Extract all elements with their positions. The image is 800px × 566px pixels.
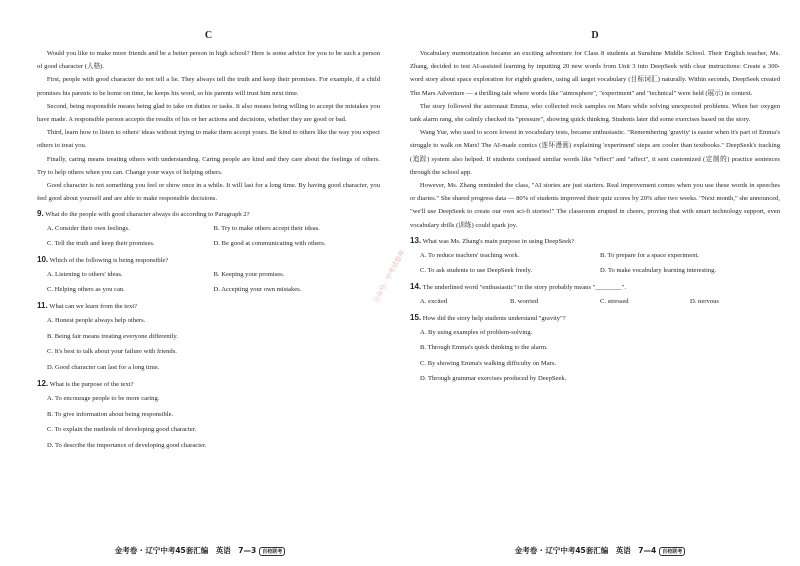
question-14 [410,280,780,309]
paragraph: Wang Yue, who used to score lowest in vocabulary tests, became enthusiastic. "Remembering 'gravity' is easier when it's part of Emma's struggle to walk on Mars! The AI-made comics (连环漫画) explaining 'experiment' steps are cooler than textbooks." DeepSeek's tracking (追踪) system also helped. If students confused similar words like "effect" and "affect", it sent customized (定制的) practice sentences through the school app. [410,129,780,176]
seal-icon: 百校联考 [659,547,685,556]
question-stem: Which of the following is being responsible? [49,257,169,265]
paragraph: Vocabulary memorization became an exciting adventure for Class 8 students at Sunshine Middle School. Their English teacher, Ms. Zhang, decided to test AI-assisted learning by inputting 20 new words from Unit 3 into DeepSeek with clear instructions: Create a 300-word story about space exploration for eighth graders, using all target vocabulary (目标词汇) naturally. Within seconds, DeepSeek created The Mars Adventure — a thrilling tale where words like "atmosphere", "experiment" and "technical" were held (展示) in context. [410,50,780,97]
option-c[interactable]: C. To explain the methods of developing good character. [47,426,197,434]
option-b[interactable]: B. Keeping your promises. [213,271,285,279]
right-page [400,0,800,566]
question-11 [37,299,380,375]
question-number: 10. [37,255,49,265]
option-b[interactable]: B. To prepare for a space experiment. [600,251,700,259]
option-d[interactable]: D. Through grammar exercises produced by DeepSeek. [420,375,567,383]
passage-c [37,47,380,205]
option-a[interactable]: A. By using examples of problem-solving. [420,328,533,336]
option-a[interactable]: A. excited [420,297,448,305]
option-d[interactable]: D. Accepting your own mistakes. [213,286,302,294]
option-c[interactable]: C. To ask students to use DeepSeek freely. [420,266,532,274]
option-d[interactable]: D. nervous [690,297,719,305]
option-b[interactable]: B. To give information about being responsible. [47,410,174,418]
option-b[interactable]: B. Try to make others accept their ideas. [213,225,320,233]
question-stem: What is the purpose of the text? [49,381,134,389]
option-a[interactable]: A. Consider their own feelings. [47,225,130,233]
paragraph: Would you like to make more friends and be a better person in high school? Here is some advice for you to be such a person of good character (人格). [37,50,380,71]
option-c[interactable]: C. Helping others as you can. [47,286,125,294]
paragraph: However, Ms. Zhang reminded the class, "AI stories are just starters. Real improvement comes when you use these words in speeches or diaries." She shared progress data — 80% of students improved their quiz scores by 20% after two weeks. "Next month," she announced, "we'll use DeepSeek to create our own sci-fi stories!" The classroom erupted in cheers, proving that with smart technology support, even vocabulary drills (训练) could spark joy. [410,182,780,229]
paragraph: Second, being responsible means being glad to take on duties or tasks. It also means being willing to accept the mistakes you have made. A responsible person accepts the results of his or her actions and decisions, whether they are good or bad. [37,102,380,124]
option-a[interactable]: A. Listening to others' ideas. [47,271,123,279]
footer-text: 金考卷 · 辽宁中考45套汇编 英语 7—4 [514,546,657,555]
paragraph: First, people with good character do not tell a lie. They always tell the truth and keep their promises. For example, if a child promises his parents to be home on time, he keeps his word, so his parents will trust him next time. [37,76,380,97]
question-stem: How did the story help students understand "gravity"? [422,314,566,322]
question-10 [37,253,380,297]
question-number: 15. [410,312,422,322]
option-b[interactable]: B. Being fair means treating everyone differently. [47,332,178,340]
footer-text: 金考卷 · 辽宁中考45套汇编 英语 7—3 [114,546,257,555]
question-number: 14. [410,281,422,291]
page-footer [400,545,800,556]
question-number: 12. [37,379,49,389]
paragraph: Good character is not something you feel or show once in a while. It will last for a long time. By having good character, you feel good about yourself and are able to make responsible decisions. [37,182,380,203]
option-c[interactable]: C. Tell the truth and keep their promises. [47,240,155,248]
question-number: 9. [37,209,44,219]
option-c[interactable]: C. stressed [600,297,629,305]
option-b[interactable]: B. Through Emma's quick thinking to the alarm. [420,344,548,352]
option-d[interactable]: D. To describe the importance of developing good character. [47,441,207,449]
question-number: 11. [37,301,48,311]
question-number: 13. [410,235,422,245]
question-stem: What can we learn from the text? [49,303,138,311]
question-stem: What do the people with good character always do according to Paragraph 2? [45,211,250,219]
option-a[interactable]: A. To encourage people to be more caring. [47,395,160,403]
option-d[interactable]: D. Be good at communicating with others. [213,240,326,248]
question-stem: What was Ms. Zhang's main purpose in using DeepSeek? [422,237,575,245]
watermark: 公众号：中考试卷库 [371,248,407,305]
option-c[interactable]: C. It's best to talk about your failure with friends. [47,348,177,356]
question-13 [410,234,780,278]
question-9 [37,207,380,251]
option-a[interactable]: A. Honest people always help others. [47,317,146,325]
option-b[interactable]: B. worried [510,297,539,305]
option-a[interactable]: A. To reduce teachers' teaching work. [420,251,520,259]
option-d[interactable]: D. To make vocabulary learning interesting. [600,266,717,274]
section-title: C [204,30,213,41]
option-d[interactable]: D. Good character can last for a long time. [47,363,160,371]
question-stem: The underlined word "enthusiastic" in the story probably means "________". [422,283,627,291]
section-title: D [591,30,599,41]
question-12 [37,377,380,453]
option-c[interactable]: C. By showing Emma's walking difficulty on Mars. [420,359,557,367]
seal-icon: 百校联考 [259,547,285,556]
question-15 [410,311,780,387]
paragraph: Third, learn how to listen to others' ideas without trying to make them accept yours. Be kind to others like the way you expect others to treat you. [37,129,380,150]
paragraph: The story followed the astronaut Emma, who collected rock samples on Mars while solving unexpected problems. When her oxygen tank alarm rang, she calmly checked its "pressure", showing quick thinking. Students later did some exercises based on the story. [410,102,780,124]
paragraph: Finally, caring means treating others with understanding. Caring people are kind and they care about the feelings of others. Try to help others when you can. Change your ways of helping others. [37,155,380,176]
page-footer [0,545,400,556]
passage-d [410,47,780,232]
